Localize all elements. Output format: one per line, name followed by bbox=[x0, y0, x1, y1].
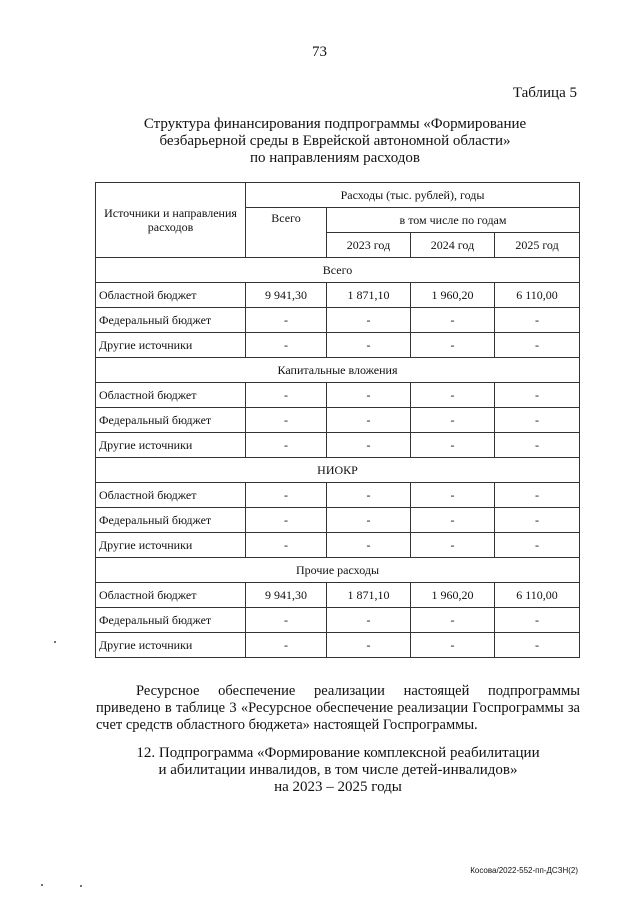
cell-total: - bbox=[246, 408, 327, 433]
cell-year-value: - bbox=[495, 308, 580, 333]
table-row bbox=[96, 533, 580, 558]
table-row bbox=[96, 583, 580, 608]
cell-year-value: - bbox=[327, 633, 411, 658]
cell-total: - bbox=[246, 308, 327, 333]
table-body bbox=[96, 258, 580, 658]
header-year: 2025 год bbox=[495, 233, 580, 258]
row-label: Федеральный бюджет bbox=[96, 608, 246, 633]
row-label: Областной бюджет bbox=[96, 483, 246, 508]
cell-year-value: - bbox=[495, 433, 580, 458]
cell-year-value: - bbox=[327, 408, 411, 433]
cell-total: - bbox=[246, 533, 327, 558]
heading-line: и абилитации инвалидов, в том числе детей-инвалидов» bbox=[158, 762, 518, 778]
cell-year-value: 6 110,00 bbox=[495, 583, 580, 608]
cell-year-value: - bbox=[327, 383, 411, 408]
section-title: НИОКР bbox=[96, 458, 580, 483]
cell-year-value: 6 110,00 bbox=[495, 283, 580, 308]
cell-total: - bbox=[246, 433, 327, 458]
cell-year-value: 1 871,10 bbox=[327, 283, 411, 308]
table-title bbox=[120, 116, 550, 167]
document-code: Косова/2022-552-пп-ДСЗН(2) bbox=[470, 866, 578, 875]
cell-year-value: - bbox=[327, 333, 411, 358]
section-title: Всего bbox=[96, 258, 580, 283]
scan-speck bbox=[80, 885, 82, 887]
cell-year-value: - bbox=[327, 508, 411, 533]
cell-year-value: 1 960,20 bbox=[411, 583, 495, 608]
row-label: Другие источники bbox=[96, 533, 246, 558]
cell-total: - bbox=[246, 633, 327, 658]
table-row bbox=[96, 508, 580, 533]
header-sources: Источники и направления расходов bbox=[96, 183, 246, 258]
table-row bbox=[96, 633, 580, 658]
cell-year-value: 1 871,10 bbox=[327, 583, 411, 608]
cell-year-value: - bbox=[327, 608, 411, 633]
cell-year-value: - bbox=[411, 333, 495, 358]
cell-year-value: - bbox=[495, 383, 580, 408]
table-row bbox=[96, 333, 580, 358]
section-row bbox=[96, 258, 580, 283]
row-label: Другие источники bbox=[96, 333, 246, 358]
scan-speck bbox=[41, 884, 43, 886]
paragraph-rest: приведено в таблице 3 «Ресурсное обеспечение реализации Госпрограммы за счет средств областного бюджета» настоящей Госпрограммы. bbox=[96, 700, 580, 733]
row-label: Областной бюджет bbox=[96, 383, 246, 408]
cell-year-value: - bbox=[495, 608, 580, 633]
row-label: Областной бюджет bbox=[96, 583, 246, 608]
cell-year-value: - bbox=[411, 408, 495, 433]
section-title: Капитальные вложения bbox=[96, 358, 580, 383]
header-expenses: Расходы (тыс. рублей), годы bbox=[246, 183, 580, 208]
cell-year-value: - bbox=[495, 633, 580, 658]
table-row bbox=[96, 608, 580, 633]
section-title: Прочие расходы bbox=[96, 558, 580, 583]
cell-total: - bbox=[246, 383, 327, 408]
row-label: Федеральный бюджет bbox=[96, 408, 246, 433]
table-row bbox=[96, 383, 580, 408]
cell-year-value: - bbox=[411, 608, 495, 633]
cell-year-value: - bbox=[495, 533, 580, 558]
heading-line: 12. Подпрограмма «Формирование комплексной реабилитации bbox=[136, 745, 540, 761]
row-label: Федеральный бюджет bbox=[96, 308, 246, 333]
cell-year-value: - bbox=[411, 508, 495, 533]
page-number: 73 bbox=[312, 44, 327, 60]
header-year: 2024 год bbox=[411, 233, 495, 258]
section-row bbox=[96, 358, 580, 383]
table-title-line: безбарьерной среды в Еврейской автономной области» bbox=[159, 133, 511, 149]
heading-line: на 2023 – 2025 годы bbox=[274, 779, 402, 795]
cell-year-value: - bbox=[411, 633, 495, 658]
table-row bbox=[96, 483, 580, 508]
cell-year-value: - bbox=[327, 483, 411, 508]
header-by-years: в том числе по годам bbox=[327, 208, 580, 233]
cell-year-value: - bbox=[411, 433, 495, 458]
subprogram-heading bbox=[96, 745, 580, 796]
cell-year-value: 1 960,20 bbox=[411, 283, 495, 308]
cell-year-value: - bbox=[495, 408, 580, 433]
table-title-line: по направлениям расходов bbox=[249, 150, 420, 166]
table-label: Таблица 5 bbox=[512, 85, 577, 101]
row-label: Другие источники bbox=[96, 433, 246, 458]
section-row bbox=[96, 458, 580, 483]
table-row bbox=[96, 408, 580, 433]
row-label: Другие источники bbox=[96, 633, 246, 658]
cell-year-value: - bbox=[495, 333, 580, 358]
row-label: Областной бюджет bbox=[96, 283, 246, 308]
cell-year-value: - bbox=[495, 483, 580, 508]
cell-year-value: - bbox=[495, 508, 580, 533]
cell-year-value: - bbox=[327, 433, 411, 458]
cell-year-value: - bbox=[327, 533, 411, 558]
row-label: Федеральный бюджет bbox=[96, 508, 246, 533]
cell-year-value: - bbox=[411, 533, 495, 558]
cell-year-value: - bbox=[411, 483, 495, 508]
cell-total: - bbox=[246, 333, 327, 358]
table-title-line: Структура финансирования подпрограммы «Формирование bbox=[143, 116, 527, 132]
cell-total: - bbox=[246, 508, 327, 533]
table-row bbox=[96, 433, 580, 458]
cell-total: 9 941,30 bbox=[246, 583, 327, 608]
cell-year-value: - bbox=[327, 308, 411, 333]
table-row bbox=[96, 308, 580, 333]
paragraph-first-line: Ресурсное обеспечение реализации настоящей подпрограммы bbox=[136, 683, 580, 699]
cell-year-value: - bbox=[411, 383, 495, 408]
cell-total: - bbox=[246, 483, 327, 508]
cell-total: 9 941,30 bbox=[246, 283, 327, 308]
cell-total: - bbox=[246, 608, 327, 633]
financing-table bbox=[95, 182, 580, 658]
table-row bbox=[96, 283, 580, 308]
header-total: Всего bbox=[246, 208, 327, 258]
header-year: 2023 год bbox=[327, 233, 411, 258]
scan-speck bbox=[54, 641, 56, 643]
resource-paragraph bbox=[96, 683, 580, 734]
cell-year-value: - bbox=[411, 308, 495, 333]
section-row bbox=[96, 558, 580, 583]
